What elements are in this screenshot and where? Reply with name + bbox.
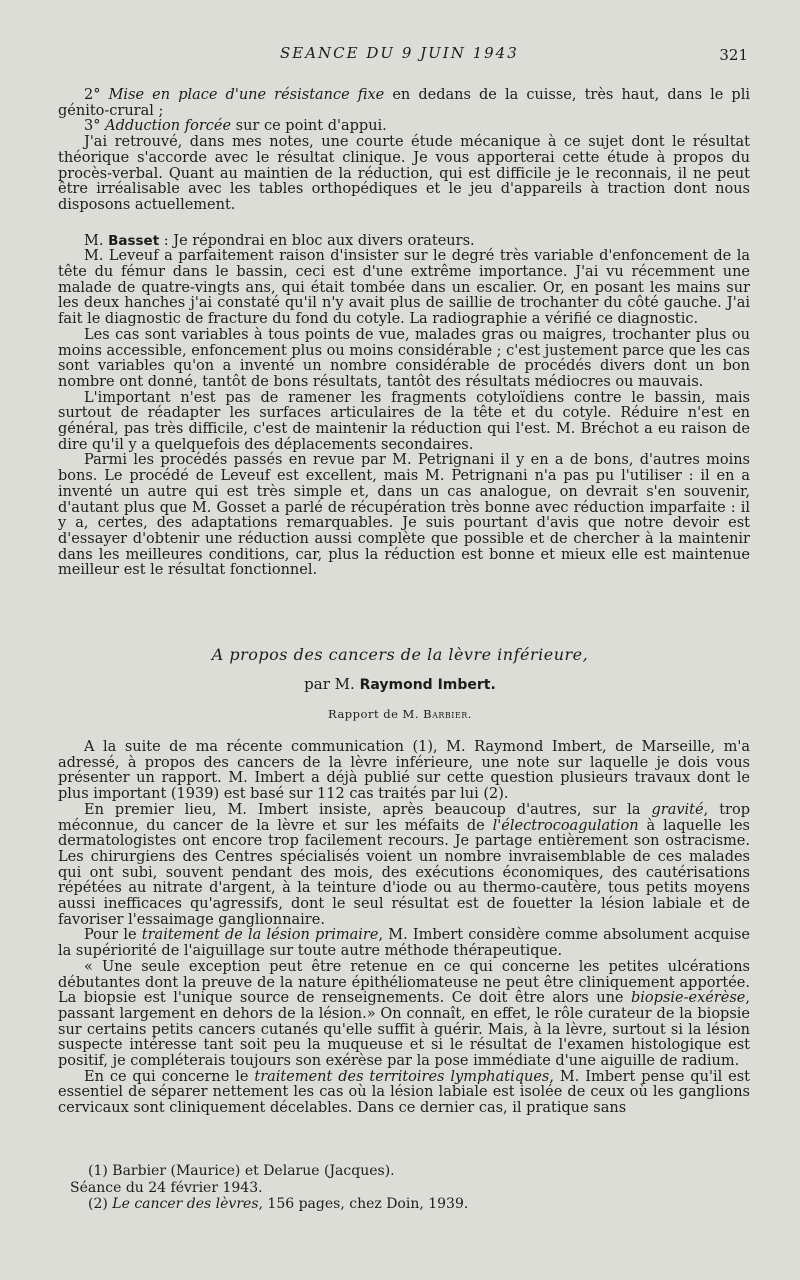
- footnotes: [58, 1163, 750, 1213]
- author-name: Raymond Imbert.: [359, 677, 496, 693]
- paragraph: M. Leveuf a parfaitement raison d'insister sur le degré très variable d'enfoncement de la tête du fémur dans le bassin, ceci est d'une extrême importance. J'ai vu récemment une malade de quatre-vingts ans, qui était tombée dans un escalier. Or, en posant les mains sur les deux hanches j'ai constaté qu'il n'y avait plus de saillie de trochanter du côté gauche. J'ai fait le diagnostic de fracture du fond du cotyle. La radiographie a vérifié ce diagnostic.: [58, 248, 750, 328]
- report-line: Rapport de M. Barbier.: [328, 707, 472, 721]
- list-item-2: 2° Mise en place d'une résistance fixe en dedans de la cuisse, très haut, dans le pli génito-crural ;: [58, 87, 750, 119]
- speaker-name: Basset: [108, 232, 160, 249]
- article-byline: par M. Raymond Imbert.: [304, 675, 496, 693]
- paragraph: Parmi les procédés passés en revue par M. Petrignani il y en a de bons, d'autres moins bons. Le procédé de Leveuf est excellent, mais M. Petrignani n'a pas pu l'utiliser : il en a inventé un autre qui est très simple et, dans un cas analogue, on devrait s'en souvenir, d'autant plus que M. Gosset a parlé de récupération très bonne avec réduction imparfaite : il y a, certes, des adaptations remarquables. Je suis pourtant d'avis que notre devoir est d'essayer d'obtenir une réduction aussi complète que possible et de chercher à la maintenir dans les meilleures conditions, car, plus la réduction est bonne et mieux elle est maintenue meilleur est le résultat fonctionnel.: [58, 452, 750, 579]
- paragraph: Pour le traitement de la lésion primaire, M. Imbert considère comme absolument acquise la supériorité de l'aiguillage sur toute autre méthode thérapeutique.: [58, 927, 751, 960]
- footnote-1-cont: Séance du 24 février 1943.: [70, 1179, 263, 1196]
- footnote-1: (1) Barbier (Maurice) et Delarue (Jacques).: [88, 1163, 395, 1179]
- paragraph: L'important n'est pas de ramener les fragments cotyloïdiens contre le bassin, mais surtout de réadapter les surfaces articulaires de la tête et du cotyle. Réduire n'est en général, pas très difficile, c'est de maintenir la réduction qui l'est. M. Bréchot a eu raison de dire qu'il y a quelquefois des déplacements secondaires.: [58, 389, 750, 453]
- footnote-2: (2) Le cancer des lèvres, 156 pages, chez Doin, 1939.: [88, 1196, 469, 1212]
- paragraph: En premier lieu, M. Imbert insiste, après beaucoup d'autres, sur la gravité, trop méconnue, du cancer de la lèvre et sur les méfaits de l'électrocoagulation à laquelle les dermatologistes ont encore trop facilement recours. Je partage entièrement son ostracisme. Les chirurgiens des Centres spécialisés voient un nombre invraisemblable de ces malades qui ont subi, souvent pendant des mois, des exécutions économiques, des cautérisations répétées au nitrate d'argent, à la teinture d'iode ou au thermo-cautère, tous petits moyens aussi inefficaces qu'agressifs, dont le seul résultat est de fouetter la lésion labiale et de favoriser l'essaimage ganglionnaire.: [58, 801, 750, 928]
- paragraph: « Une seule exception peut être retenue en ce qui concerne les petites ulcérations débutantes dont la preuve de la nature épithéliomateuse ne peut être cliniquement apportée. La biopsie est l'unique source de renseignements. Ce doit être alors une biopsie-exérèse, passant largement en dehors de la lésion.» On connaît, en effet, le rôle curateur de la biopsie sur certains petits cancers cutanés qu'elle suffit à guérir. Mais, à la lèvre, surtout si la lésion suspecte intéresse tant soit peu la muqueuse et si le résultat de l'examen histologique est positif, je compléterais toujours son exérèse par la pose immédiate d'une aiguille de radium.: [58, 958, 750, 1070]
- speaker-intro: M. Basset : Je répondrai en bloc aux divers orateurs.: [84, 232, 475, 249]
- list-item-3: 3° Adduction forcée sur ce point d'appui.: [84, 118, 387, 135]
- page-number: 321: [719, 46, 748, 64]
- article-title: A propos des cancers de la lèvre inférieure,: [211, 645, 589, 664]
- article-body: [58, 740, 750, 1117]
- running-title: SEANCE DU 9 JUIN 1943: [280, 44, 519, 62]
- top-section: [58, 88, 750, 579]
- paragraph: J'ai retrouvé, dans mes notes, une courte étude mécanique à ce sujet dont le résultat théorique s'accorde avec le résultat clinique. Je vous apporterai cette étude à propos du procès-verbal. Quant au maintien de la réduction, qui est difficile je le reconnais, il ne peut être irréalisable avec les tables orthopédiques et le jeu d'appareils à traction dont nous disposons actuellement.: [58, 134, 750, 213]
- paragraph: En ce qui concerne le traitement des territoires lymphatiques, M. Imbert pense qu'il est essentiel de séparer nettement les cas où la lésion labiale est isolée de ceux où les ganglions cervicaux sont cliniquement décelables. Dans ce dernier cas, il pratique sans: [58, 1068, 751, 1117]
- paragraph: Les cas sont variables à tous points de vue, malades gras ou maigres, trochanter plus ou moins accessible, enfoncement plus ou moins considérable ; c'est justement parce que les cas sont variables qu'on a inventé un nombre considérable de procédés divers dont un bon nombre ont donné, tantôt de bons résultats, tantôt des résultats médiocres ou mauvais.: [58, 326, 750, 390]
- paragraph: A la suite de ma récente communication (1), M. Raymond Imbert, de Marseille, m'a adressé, à propos des cancers de la lèvre inférieure, une note sur laquelle je dois vous présenter un rapport. M. Imbert a déjà publié sur cette question plusieurs travaux dont le plus important (1939) est basé sur 112 cas traités par lui (2).: [58, 739, 750, 803]
